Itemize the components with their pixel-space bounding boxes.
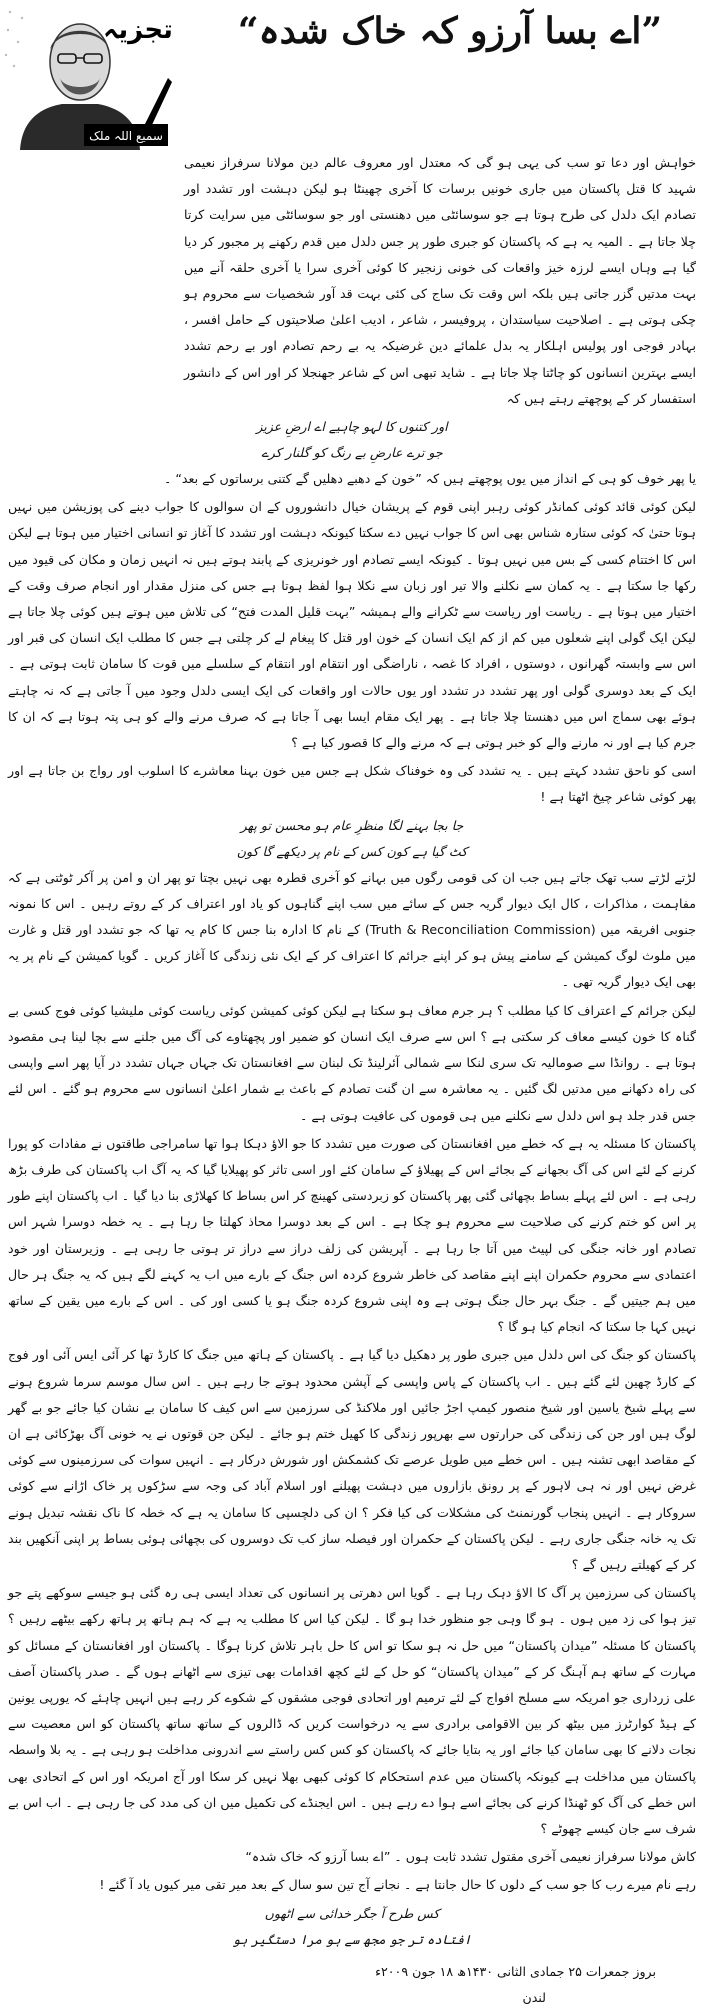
paragraph-7: پاکستان کا مسئلہ یہ ہے کہ خطے میں افغانستان کی صورت میں تشدد کا جو الاؤ دہکا ہوا تھا سامراجی طاقتوں نے مفادات کو پورا کرنے کے لئے اس کی آگ بجھانے کے بجائے اس کے پھیلاؤ کے سامان کئے اور اسی تاثر کو پھیلایا گیا کہ یہ آگ اب پاکستان کی طرف بڑھ رہی ہے ۔ اس لئے پہلے بساط بچھائی گئی پھر پاکستان کو زبردستی کھینچ کر اس بساط کا کھلاڑی بنا دیا گیا ۔ اب پاکستان اپنے طور پر اس کو ختم کرنے کی صلاحیت سے محروم ہو چکا ہے ۔ اس کے بعد دوسرا محاذ کھلتا جا رہا ہے ۔ یہ خطہ دوسرا شہر اس تصادم اور خانہ جنگی کی لپیٹ میں آتا جا رہا ہے ۔ آپریشن کی زلف دراز سے دراز تر ہوتی جا رہی ہے ۔ وزیرستان اور خود اعتمادی سے محروم حکمران اپنے اپنے مقاصد کی خاطر شروع کردہ اس جنگ کے بارے میں اب یہ کہنے لگے ہیں کہ یہ جنگ ہر حال میں ہم جیتیں گے ۔ جنگ بہر حال جنگ ہوتی ہے وہ اپنی شروع کردہ جنگ ہو یا کسی اور کی ۔ اس کے بارے میں یقین کے ساتھ نہیں کہا جا سکتا کہ انجام کیا ہو گا ؟ (8, 1135, 696, 1335)
paragraph-5: لڑتے لڑتے سب تھک جاتے ہیں جب ان کی قومی رگوں میں بہانے کو آخری قطرہ بھی نہیں بچتا تو پھر ان و امن پر آکر ٹوٹتی ہے کہ مفاہمت ، مذاکرات ، کال ایک دیوار گریہ جس کے سائے میں سب اپنے گناہوں کو یاد اور اعتراف کر کے روتے رہیں ۔ اس کا نمونہ جنوبی افریقہ میں (Truth & Reconciliation Commission) کے نام کا ادارہ بنا جس کا کام یہ تھا کہ جو تشدد اور قتل و غارت میں ملوث لوگ کمیشن کے سامنے پیش ہو کر اپنے جرائم کا اعتراف کر کے ایک نئی زندگی کا آغاز کریں ۔ گویا کمیشن کے نام پر یہ بھی ایک دیوار گریہ تھی ۔ (8, 869, 697, 990)
paragraph-3: لیکن کوئی قائد کوئی کمانڈر کوئی رہبر اپنی قوم کے پریشان خیال دانشوروں کے ان سوالوں کا جواب دینے کی پوزیشن میں نہیں ہوتا حتیٰ کہ کوئی ستارہ شناس بھی اس کا جواب نہیں دے سکتا کیونکہ دہشت اور تشدد کا آغاز تو انسانی اختیار میں ہوتا ہے لیکن اس کا اختتام کسی کے بس میں نہیں ہوتا ۔ کیونکہ ایسے تصادم اور خونریزی کے پابند ہوتے ہیں نہ انہیں زمان و مکان کی قیود میں رکھا جا سکتا ہے ۔ یہ کمان سے نکلنے والا تیر اور زبان سے نکلا ہوا لفظ ہوتا ہے جس کی منزل مقدار اور انجام صرف وقت کے اختیار میں ہوتا ہے ۔ ریاست اور ریاست سے ٹکرانے والے ہمیشہ ”بہت قلیل المدت فتح“ کی تلاش میں ہوتے ہیں کوئی چلا جاتا ہے لیکن ایک گولی اپنے شعلوں میں کم از کم ایک انسان کے خون اور قتل کا پیغام لے کر چلتی ہے جس کا مطلب ایک انسان کی قبر اور اس سے وابستہ گھرانوں ، دوستوں ، افراد کا غصہ ، ناراضگی اور انتقام اور انتقام کے سلسلے میں قوت کا سامان ثابت ہوتی ہے ۔ ایک کے بعد دوسری گولی اور پھر تشدد در تشدد اور یوں حالات اور واقعات کی ایک ایسی دلدل وجود میں آ جاتی ہے کہ نہ چاہتے ہوئے بھی سماج اس میں دھنستا چلا جاتا ہے ۔ پھر ایک مقام ایسا بھی آ جاتا ہے کہ صرف مرنے والے کو ہی پتہ ہوتا ہے کہ ان کا جرم کیا ہے اور نہ مارنے والے کو خبر ہوتی ہے کہ مرنے والے کا قصور کیا ہے ؟ (8, 499, 696, 751)
verse-3-line-1: کس طرح آ جگر خدائی سے اٹھوں (264, 1905, 440, 1921)
article-title: ”اے بسا آرزو کہ خاک شدہ“ (237, 10, 663, 52)
paragraph-4: اسی کو ناحق تشدد کہتے ہیں ۔ یہ تشدد کی وہ خوفناک شکل ہے جس میں خون بہنا معاشرے کا اسلوب اور رواج بن جاتا ہے اور پھر کوئی شاعر چیخ اٹھتا ہے ! (8, 763, 696, 805)
column-tag: تجزیہ (103, 15, 173, 45)
paragraph-2: یا پھر خوف کو ہی کے انداز میں یوں پوچھتے ہیں کہ ”خون کے دھبے دھلیں گے کتنی برساتوں کے بعد“ ۔ (164, 471, 696, 487)
date-line: بروز جمعرات ۲۵ جمادی الثانی ۱۴۳۰ھ ۱۸ جون ۲۰۰۹ء (375, 1963, 656, 1979)
paragraph-9: پاکستان کی سرزمین پر آگ کا الاؤ دہک رہا ہے ۔ گویا اس دھرتی پر انسانوں کی تعداد ایسی ہی رہ گئی ہو جیسے سوکھے پتے جو تیز ہوا کی زد میں ہوں ۔ ہو گا وہی جو منظور خدا ہو گا ۔ لیکن کیا اس کا مطلب یہ ہے کہ ہم ہاتھ پر ہاتھ رکھے بیٹھے رہیں ؟ پاکستان کا مسئلہ ”میدان پاکستان“ میں حل نہ ہو سکا تو اس کا حل باہر تلاش کرنا ہوگا ۔ پاکستان اور افغانستان کے مسائل کو مہارت کے ساتھ ہم آہنگ کر کے ”میدان پاکستان“ کو حل کے لئے کچھ اقدامات بھی تیزی سے اٹھانے ہوں گے ۔ صدر پاکستان آصف علی زرداری جو امریکہ سے مسلح افواج کے لئے ترمیم اور اتحادی فوجی مشقوں کے شکوے کر رہے ہیں انہیں چاہئے کہ یورپی یونین کے ہیڈ کوارٹرز میں بیٹھ کر بین الاقوامی برادری سے یہ درخواست کریں کہ ڈالروں کے ساتھ ساتھ پاکستان کو اس معصیت سے نجات دلانے کا بھی سامان کیا جائے اور یہ بتایا جائے کہ پاکستان کو کس کس راستے سے اندرونی مداخلت ہو رہی ہے ۔ یہ بلا واسطہ پاکستان میں مداخلت ہے کیونکہ پاکستان میں عدم استحکام کا کوئی کبھی بھلا نہیں کر سکا اور آج امریکہ اور اس کے اتحادی بھی اس خطے کی آگ کو ٹھنڈا کرنے کی بجائے اسے ہوا دے رہے ہیں ۔ اس ایجنڈے کی تکمیل میں ان کی مدد کی جا رہی ہے ۔ اب اس بے شرف سے جان کیسے چھوٹے ؟ (8, 1585, 696, 1836)
paragraph-6: لیکن جرائم کے اعتراف کا کیا مطلب ؟ ہر جرم معاف ہو سکتا ہے لیکن کوئی کمیشن کوئی ریاست کوئی ملیشیا کوئی فوج کسی بے گناہ کا خون کیسے معاف کر سکتی ہے ؟ اس سے صرف ایک انسان کو ضمیر اور پچھتاوے کی آگ میں جلنے سے بچا لینا ہی مقصود ہوتا ہے ۔ روانڈا سے صومالیہ تک سری لنکا سے شمالی آئرلینڈ تک لبنان سے افغانستان تک جہاں جہاں تشدد در آیا پھر اسے واپسی کی راہ دکھانے میں مدتیں لگ گئیں ۔ یہ معاشرہ سے ان گنت تصادم کے باعث بے شمار اعلیٰ انسانوں سے محروم ہو گئے ۔ اس لئے جس قدر جلد ہو اس دلدل سے نکلنے میں ہی قوموں کی عافیت ہوتی ہے ۔ (8, 1002, 696, 1123)
verse-3-line-2: افتادہ تر جو مجھ سے ہو مرا دستگیر ہو (232, 1931, 472, 1947)
verse-1-line-2: جو ترے عارضِ بے رنگ کو گلنار کرے (261, 445, 443, 461)
author-portrait-banner (0, 0, 173, 150)
verse-1-line-1: اور کتنوں کا لہو چاہیے اے ارضِ عزیز (256, 419, 448, 435)
article-body (8, 150, 697, 2005)
paragraph-1: خواہش اور دعا تو سب کی یہی ہو گی کہ معتدل اور معروف عالم دین مولانا سرفراز نعیمی شہید کا قتل پاکستان میں جاری خونیں برسات کا آخری چھینٹا ہو لیکن دہشت اور تشدد اور تصادم ایک دلدل کی طرح ہوتا ہے جو سوسائٹی میں دھنستی اور جو سوسائٹی میں سرایت کرتا چلا جاتا ہے ۔ المیہ یہ ہے کہ پاکستان کو جبری طور پر جس دلدل میں قدم رکھنے پر مجبور کر دیا گیا ہے وہاں ایسے لرزہ خیز واقعات کی خونی زنجیر کا کوئی آخری سرا یا آخری حلقہ آنے میں بہت مدتیں گزر جاتی ہیں بلکہ اس وقت تک ساج کی کئی بہت قد آور شخصیات سے محروم ہو چکی ہوتی ہے ۔ اصلاحیت سیاستدان ، پروفیسر ، شاعر ، ادیب اعلیٰ صلاحیتوں کے حامل افسر ، بہادر فوجی اور پولیس اہلکار یہ بدل علمائے دین غرضیکہ یہ بے رحم تصادم اور بے رحم تشدد ایسے بہترین انسانوں کو چاٹتا چلا جاتا ہے ۔ شاید تبھی اس کے شاعر جھنجلا کر اور اس کے دانشور استفسار کر کے پوچھتے رہتے ہیں کہ (184, 155, 696, 406)
paragraph-8: پاکستان کو جنگ کی اس دلدل میں جبری طور پر دھکیل دیا گیا ہے ۔ پاکستان کے ہاتھ میں جنگ کا کارڈ تھا کر آئی ایس آئی اور فوج کے کارڈ چھین لئے گئے ہیں ۔ اب پاکستان کے پاس واپسی کے آپشن محدود ہوتے جا رہے ہیں ۔ اس سال موسم سرما شروع ہونے سے پہلے شیخ یاسین اور شیخ منصور کیمپ اجڑ جائیں اور ملاکنڈ کی سرزمین سے اس کیف کا سامان بے نشان کیا جائے جو بے گھر لوگ ہیں اور جن کی زندگی کی حرارتوں سے بھرپور زندگی کا کھیل ختم ہو جائے ۔ لیکن جن قوتوں نے یہ خونی آگ بھڑکائی ہے ان کے مقاصد ابھی تشنہ ہیں ۔ اس خطے میں طویل عرصے تک کشمکش اور شورش درکار ہے ۔ انہیں سوات کی سرزمینوں سے کوئی غرض نہیں اور نہ ہی لاہور کے پر رونق بازاروں میں دہشت پھیلنے اور اسلام آباد کی وجہ سے سڑکوں پر خاک اڑانے سے کوئی سروکار ہے ۔ انہیں پنجاب گورنمنٹ کی مشکلات کی کیا فکر ؟ ان کی دلچسپی کا سامان یہ ہے کہ خطہ کا ناک نقشہ تبدیل ہونے تک یہ خانہ جنگی جاری رہے ۔ لیکن پاکستان کے حکمران اور فیصلہ ساز کب تک دوسروں کی بچھائی ہوئی بساط پر اپنی آنکھیں بند کر کے کھیلتے رہیں گے ؟ (8, 1347, 696, 1572)
column-header (0, 0, 704, 150)
verse-2-line-1: جا بجا بہنے لگا منظرِ عام ہو محسن تو پھر (240, 817, 464, 833)
paragraph-10: کاش مولانا سرفراز نعیمی آخری مقتول تشدد ثابت ہوں ۔ ”اے بسا آرزو کہ خاک شدہ“ (245, 1849, 696, 1865)
author-signature: سمیع اللہ ملک (89, 129, 163, 143)
paragraph-11: رہے نام میرے رب کا جو سب کے دلوں کا حال جانتا ہے ۔ نجانے آج تین سو سال کے بعد میر تقی میر کیوں یاد آ گئے ! (99, 1877, 696, 1893)
verse-2-line-2: کٹ گیا ہے کون کس کے نام پر دیکھے گا کون (236, 843, 468, 859)
place-line: لندن (522, 1989, 546, 2005)
